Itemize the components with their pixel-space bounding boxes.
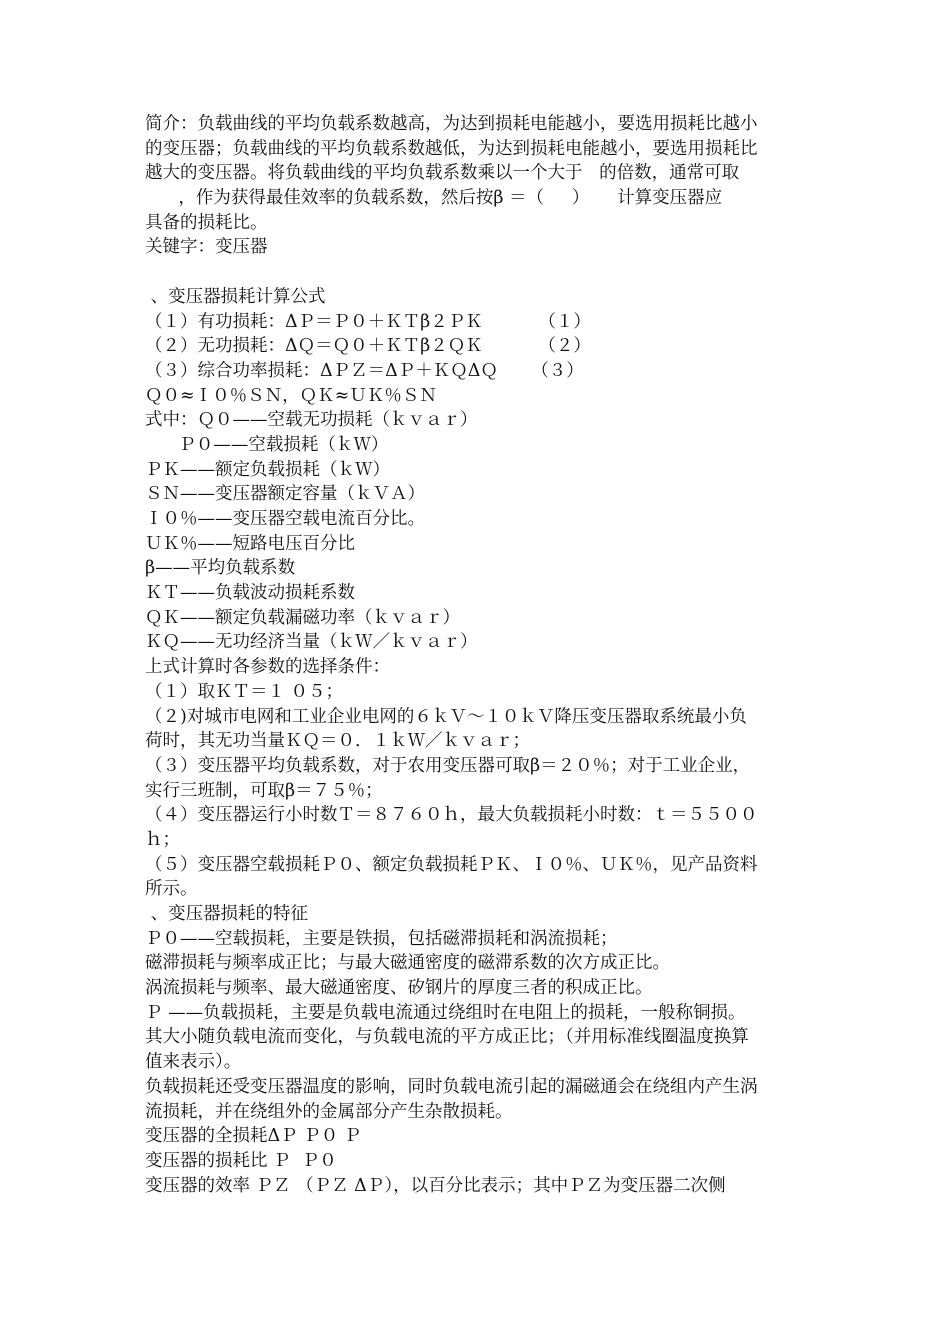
text-line: 越大的变压器。将负载曲线的平均负载系数乘以一个大于 的倍数，通常可取 <box>145 163 740 184</box>
text-line: 值来表示）。 <box>145 1052 242 1073</box>
text-line: 变压器的效率 ＰＺ （ＰＺ ΔＰ），以百分比表示；其中ＰＺ为变压器二次侧 <box>145 1175 726 1196</box>
text-line: 涡流损耗与频率、最大磁通密度、矽钢片的厚度三者的积成正比。 <box>145 978 653 999</box>
text-line: （２）无功损耗：ΔＱ＝Ｑ０＋ＫＴβ２ＱＫ （２） <box>145 336 591 357</box>
text-line: 、变压器损耗计算公式 <box>145 286 326 307</box>
text-line: （１）有功损耗：ΔＰ＝Ｐ０＋ＫＴβ２ＰＫ （１） <box>145 311 591 332</box>
text-line: ＳＮ——变压器额定容量（ｋＶＡ） <box>145 484 425 505</box>
text-line: 实行三班制，可取β＝７５％； <box>145 780 383 801</box>
text-line: Ｐ ——负载损耗，主要是负载电流通过绕组时在电阻上的损耗，一般称铜损。 <box>145 1002 746 1023</box>
blank-line <box>145 260 813 285</box>
text-line: β——平均负载系数 <box>145 558 296 579</box>
text-line: 负载损耗还受变压器温度的影响，同时负载电流引起的漏磁通会在绕组内产生涡 <box>145 1076 758 1097</box>
text-line: （４）变压器运行小时数Ｔ＝８７６０ｈ，最大负载损耗小时数：ｔ＝５５００ <box>145 805 758 826</box>
text-line: 上式计算时各参数的选择条件： <box>145 657 390 678</box>
document-body <box>145 112 813 1198</box>
text-line: ＵＫ％——短路电压百分比 <box>145 533 355 554</box>
text-line: 式中：Ｑ０——空载无功损耗（ｋｖａｒ） <box>145 410 478 431</box>
text-line: ＰＫ——额定负载损耗（ｋＷ） <box>145 459 390 480</box>
text-line: Ｐ０——空载损耗，主要是铁损，包括磁滞损耗和涡流损耗； <box>145 928 618 949</box>
text-line: （３）变压器平均负载系数，对于农用变压器可取β＝２０％；对于工业企业， <box>145 755 751 776</box>
text-line: 变压器的损耗比 Ｐ Ｐ０ <box>145 1150 337 1171</box>
text-line: （１）取ＫＴ＝１ ０５； <box>145 681 344 702</box>
text-line: 磁滞损耗与频率成正比；与最大磁通密度的磁滞系数的次方成正比。 <box>145 953 670 974</box>
text-line: （５）变压器空载损耗Ｐ０、额定负载损耗ＰＫ、Ｉ０％、ＵＫ％，见产品资料 <box>145 854 758 875</box>
text-line: Ｐ０——空载损耗（ｋＷ） <box>145 434 389 455</box>
text-line: Ｉ０％——变压器空载电流百分比。 <box>145 509 425 529</box>
text-line: ，作为获得最佳效率的负载系数，然后按β ＝（ ） 计算变压器应 <box>145 188 723 209</box>
text-line: 具备的损耗比。 <box>145 212 268 233</box>
text-line: ｈ； <box>145 829 180 850</box>
text-line: 荷时，其无功当量ＫＱ＝０．１ｋＷ／ｋｖａｒ； <box>145 731 530 752</box>
text-line: （３）综合功率损耗：ΔＰＺ＝ΔＰ＋ＫＱΔＱ （３） <box>145 360 584 381</box>
text-line: 、变压器损耗的特征 <box>145 904 309 924</box>
text-line: 简介：负载曲线的平均负载系数越高，为达到损耗电能越小，要选用损耗比越小 <box>145 114 758 134</box>
text-line: 变压器的全损耗ΔＰ Ｐ０ Ｐ <box>145 1126 362 1147</box>
text-line: 所示。 <box>145 879 198 900</box>
text-line: ＫＱ——无功经济当量（ｋＷ／ｋｖａｒ） <box>145 632 478 653</box>
text-line: 关键字：变压器 <box>145 237 268 258</box>
text-line: Ｑ０≈Ｉ０％ＳＮ，ＱＫ≈ＵＫ％ＳＮ <box>145 385 437 406</box>
text-line: （２)对城市电网和工业企业电网的６ｋＶ～１０ｋＶ降压变压器取系统最小负 <box>145 706 747 727</box>
text-line: ＱＫ——额定负载漏磁功率（ｋｖａｒ） <box>145 607 460 628</box>
text-line: 的变压器；负载曲线的平均负载系数越低，为达到损耗电能越小，要选用损耗比 <box>145 138 758 159</box>
text-line: ＫＴ——负载波动损耗系数 <box>145 583 355 604</box>
text-line: 流损耗，并在绕组外的金属部分产生杂散损耗。 <box>145 1101 513 1122</box>
text-line: 其大小随负载电流而变化，与负载电流的平方成正比；（并用标准线圈温度换算 <box>145 1027 749 1048</box>
